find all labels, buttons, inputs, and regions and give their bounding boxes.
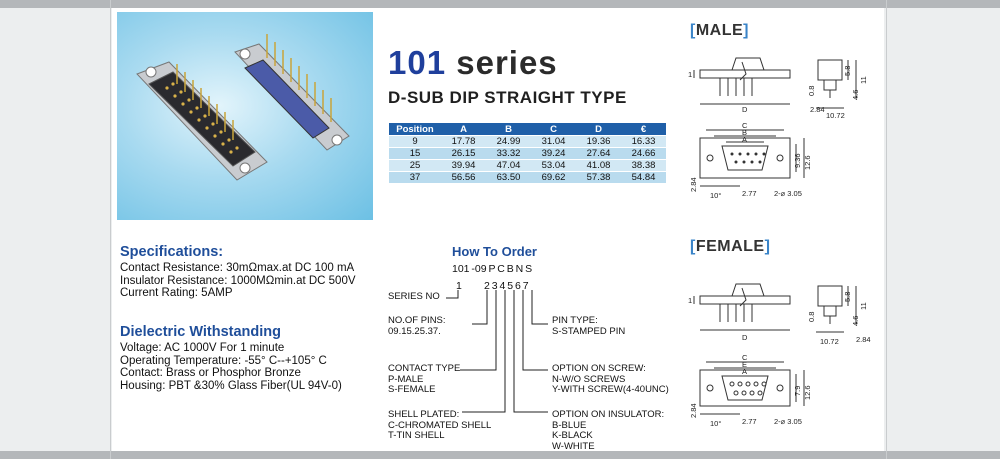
female-dim-58: 5.8 xyxy=(843,291,852,302)
dielectric-line: Operating Temperature: -55° C--+105° C xyxy=(120,354,327,367)
female-dim-305: 2-⌀ 3.05 xyxy=(774,417,802,426)
order-pins xyxy=(388,316,446,337)
table-row xyxy=(389,160,666,172)
male-dim-a: A xyxy=(742,135,748,144)
bracket-open: [ xyxy=(690,238,696,255)
male-dim-11: 11 xyxy=(859,76,868,84)
table-cell: 24.99 xyxy=(486,136,531,148)
right-rule xyxy=(886,0,887,459)
bracket-close: ] xyxy=(743,22,749,39)
bottom-band xyxy=(0,451,1000,459)
left-rule xyxy=(110,0,111,459)
female-dim-08: 0.8 xyxy=(807,311,816,322)
dielectric-list xyxy=(120,342,342,392)
female-dim-126: 12.6 xyxy=(803,385,812,400)
female-dim-d: D xyxy=(742,333,748,342)
order-contact-option: S-FEMALE xyxy=(388,384,436,395)
connector-illustration xyxy=(117,12,373,220)
female-connector-image xyxy=(235,34,349,150)
table-row xyxy=(389,136,666,148)
table-cell: 47.04 xyxy=(486,160,531,172)
male-dim-1072: 10.72 xyxy=(826,111,845,120)
table-header-row xyxy=(389,123,666,136)
order-insulator-option: K-BLACK xyxy=(552,430,593,441)
dielectric-line: Housing: PBT &30% Glass Fiber(UL 94V-0) xyxy=(120,379,342,392)
table-cell: 57.38 xyxy=(576,172,621,184)
col-header: B xyxy=(486,123,531,136)
dielectric-line: Voltage: AC 1000V For 1 minute xyxy=(120,342,285,354)
table-cell: 37 xyxy=(389,172,441,184)
table-cell: 56.56 xyxy=(441,172,486,184)
male-dim-936: 9.36 xyxy=(793,153,802,168)
order-contact-title: CONTACT TYPE xyxy=(388,363,461,374)
male-drawing xyxy=(680,46,880,206)
order-shell xyxy=(388,410,491,442)
series-title xyxy=(388,44,558,82)
female-dim-79: 7.9 xyxy=(793,385,802,396)
order-series-no: SERIES NO xyxy=(388,291,440,302)
female-dim-a: A xyxy=(742,367,748,376)
male-dim-08: 0.8 xyxy=(807,85,816,96)
female-dim-e: E xyxy=(742,360,748,369)
order-insulator xyxy=(552,410,664,452)
female-dim-1072: 10.72 xyxy=(820,337,839,346)
order-screw-option: N-W/O SCREWS xyxy=(552,373,626,385)
table-cell: 15 xyxy=(389,148,441,160)
order-pin-type-title: PIN TYPE: xyxy=(552,315,598,326)
order-shell-option: C-CHROMATED SHELL xyxy=(388,419,492,431)
female-dim-1: 1 xyxy=(688,296,693,305)
male-dim-284: 2.84 xyxy=(810,105,825,114)
spec-line: Current Rating: 5AMP xyxy=(120,287,233,299)
col-header: D xyxy=(576,123,621,136)
female-dim-c: C xyxy=(742,353,748,362)
male-dim-46: 4.6 xyxy=(851,89,860,100)
table-cell: 27.64 xyxy=(576,148,621,160)
top-band xyxy=(0,0,1000,8)
female-dim-10deg: 10° xyxy=(710,419,722,428)
female-dim-284b: 2.84 xyxy=(689,403,698,418)
order-pin-type-option: S-STAMPED PIN xyxy=(552,325,626,337)
specifications-list xyxy=(120,262,356,300)
female-dim-284: 2.84 xyxy=(856,335,871,344)
series-word: series xyxy=(456,44,558,81)
table-cell: 39.24 xyxy=(531,148,576,160)
order-contact-option: P-MALE xyxy=(388,373,424,385)
order-insulator-option: W-WHITE xyxy=(552,440,595,452)
spec-line: Contact Resistance: 30mΩmax.at DC 100 mA xyxy=(120,262,355,274)
order-index-first: 1 xyxy=(456,280,462,292)
male-dim-305: 2-⌀ 3.05 xyxy=(774,189,802,198)
male-dim-b: B xyxy=(742,128,748,137)
male-dim-d: D xyxy=(742,105,748,114)
order-code: 101 -09 P C B N S xyxy=(452,263,533,275)
dielectric-heading: Dielectric Withstanding xyxy=(120,324,282,340)
table-cell: 31.04 xyxy=(531,136,576,148)
table-cell: 16.33 xyxy=(621,136,666,148)
bracket-open: [ xyxy=(690,22,696,39)
female-dim-277: 2.77 xyxy=(742,417,757,426)
dielectric-line: Contact: Brass or Phosphor Bronze xyxy=(120,367,301,379)
male-connector-image xyxy=(137,62,267,180)
order-pins-title: NO.OF PINS: xyxy=(388,315,446,326)
female-drawing xyxy=(680,262,880,432)
table-cell: 53.04 xyxy=(531,160,576,172)
male-label-text: MALE xyxy=(695,22,744,39)
order-shell-option: T-TIN SHELL xyxy=(388,430,445,441)
table-cell: 17.78 xyxy=(441,136,486,148)
male-dim-10deg: 10° xyxy=(710,191,722,200)
table-cell: 33.32 xyxy=(486,148,531,160)
table-cell: 39.94 xyxy=(441,160,486,172)
table-cell: 69.62 xyxy=(531,172,576,184)
col-header: € xyxy=(621,123,666,136)
specifications-heading: Specifications: xyxy=(120,244,224,260)
table-cell: 63.50 xyxy=(486,172,531,184)
order-index-row: 2 3 4 5 6 7 xyxy=(484,280,529,292)
table-cell: 19.36 xyxy=(576,136,621,148)
order-contact xyxy=(388,364,460,396)
order-screw-option: Y-WITH SCREW(4-40UNC) xyxy=(552,384,669,395)
series-number: 101 xyxy=(388,44,447,81)
female-dim-11: 11 xyxy=(859,302,868,310)
female-label-text: FEMALE xyxy=(695,238,765,255)
male-dim-1: 1 xyxy=(688,70,693,79)
order-shell-title: SHELL PLATED: xyxy=(388,409,460,420)
table-cell: 26.15 xyxy=(441,148,486,160)
product-photo xyxy=(117,12,373,220)
order-screw-title: OPTION ON SCREW: xyxy=(552,363,646,374)
male-label xyxy=(690,22,749,40)
spec-line: Insulator Resistance: 1000MΩmin.at DC 500V xyxy=(120,274,356,287)
male-dim-277: 2.77 xyxy=(742,189,757,198)
col-header: C xyxy=(531,123,576,136)
table-cell: 41.08 xyxy=(576,160,621,172)
male-dim-58: 5.8 xyxy=(843,65,852,76)
order-pins-values: 09.15.25.37. xyxy=(388,325,441,337)
col-header: Position xyxy=(389,123,441,136)
col-header: A xyxy=(441,123,486,136)
bracket-close: ] xyxy=(764,238,771,255)
order-leader-lines xyxy=(380,286,580,426)
order-insulator-option: B-BLUE xyxy=(552,419,587,431)
product-subtitle: D-SUB DIP STRAIGHT TYPE xyxy=(388,88,627,107)
table-row xyxy=(389,172,666,184)
how-to-order-heading: How To Order xyxy=(452,244,537,259)
female-dim-46: 4.6 xyxy=(851,315,860,326)
male-dim-126: 12.6 xyxy=(803,155,812,170)
male-dim-284b: 2.84 xyxy=(689,177,698,192)
order-screw xyxy=(552,364,669,396)
table-row xyxy=(389,148,666,160)
female-label xyxy=(690,238,770,256)
order-pin-type xyxy=(552,316,625,337)
table-cell: 9 xyxy=(389,136,441,148)
table-cell: 54.84 xyxy=(621,172,666,184)
table-cell: 24.66 xyxy=(621,148,666,160)
dimension-table xyxy=(389,123,666,183)
order-insulator-title: OPTION ON INSULATOR: xyxy=(552,409,665,420)
male-dim-c: C xyxy=(742,121,748,130)
table-cell: 25 xyxy=(389,160,441,172)
table-cell: 38.38 xyxy=(621,160,666,172)
